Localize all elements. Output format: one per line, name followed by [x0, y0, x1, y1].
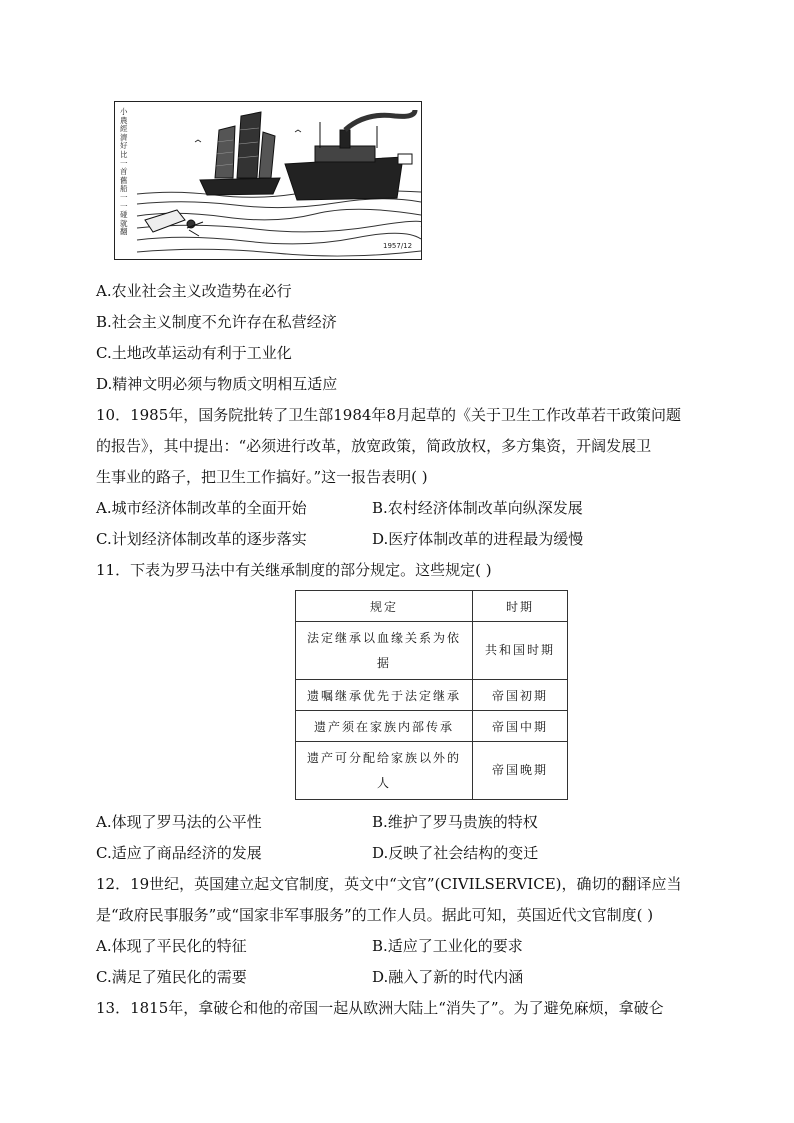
q12-option-b: B.适应了工业化的要求 — [372, 937, 523, 955]
q10-stem-line2: 的报告》，其中提出：“必须进行改革，放宽政策，简政放权，多方集资，开阔发展卫 — [96, 437, 652, 455]
q12-option-d: D.融入了新的时代内涵 — [372, 968, 524, 986]
cartoon-date: 1957/12 — [383, 242, 413, 250]
q12-option-a: A.体现了平民化的特征 — [96, 937, 247, 955]
rule-text-line1: 遗产可分配给家族以外的 — [306, 750, 461, 765]
rule-text-line2: 据 — [376, 655, 391, 670]
table-row — [296, 742, 568, 800]
table-header-rule: 规定 — [296, 591, 473, 622]
q11-option-b: B.维护了罗马贵族的特权 — [372, 813, 538, 831]
table-cell-period: 共和国时期 — [473, 622, 568, 680]
q10-option-c: C.计划经济体制改革的逐步落实 — [96, 530, 307, 548]
steamship — [285, 110, 415, 200]
table-cell-period: 帝国初期 — [473, 680, 568, 711]
table-cell-period: 帝国中期 — [473, 711, 568, 742]
ships-drawing — [115, 102, 422, 260]
table-row — [296, 622, 568, 680]
rule-text-line1: 法定继承以血缘关系为依 — [306, 630, 461, 645]
table-cell-rule — [296, 622, 473, 680]
q10-option-d: D.医疗体制改革的进程最为缓慢 — [372, 530, 584, 548]
q12-stem-line1: 12．19世纪，英国建立起文官制度，英文中“文官”(CIVILSERVICE)，确切的翻译应当 — [96, 875, 682, 893]
q11-stem: 11．下表为罗马法中有关继承制度的部分规定。这些规定( ) — [96, 561, 492, 579]
table-cell-rule — [296, 742, 473, 800]
q11-option-a: A.体现了罗马法的公平性 — [96, 813, 262, 831]
q10-stem-line3: 生事业的路子，把卫生工作搞好。”这一报告表明( ) — [96, 468, 428, 486]
q11-option-c: C.适应了商品经济的发展 — [96, 844, 262, 862]
q11-option-d: D.反映了社会结构的变迁 — [372, 844, 539, 862]
q10-stem-line1: 10．1985年，国务院批转了卫生部1984年8月起草的《关于卫生工作改革若干政策问题 — [96, 406, 681, 424]
table-cell-period: 帝国晚期 — [473, 742, 568, 800]
table-row — [296, 711, 568, 742]
q9-option-d: D.精神文明必须与物质文明相互适应 — [96, 375, 338, 393]
q10-option-a: A.城市经济体制改革的全面开始 — [96, 499, 307, 517]
cartoon-illustration — [114, 101, 422, 260]
q10-option-b: B.农村经济体制改革向纵深发展 — [372, 499, 583, 517]
table-header-row — [296, 591, 568, 622]
junk-ship — [200, 112, 280, 195]
inheritance-rules-table — [295, 590, 568, 800]
table-cell-rule: 遗嘱继承优先于法定继承 — [296, 680, 473, 711]
cartoon-caption: 小農經濟好比一首舊船一一碰就翻 — [120, 107, 128, 237]
q12-option-c: C.满足了殖民化的需要 — [96, 968, 247, 986]
table-header-period: 时期 — [473, 591, 568, 622]
table-cell-rule: 遗产须在家族内部传承 — [296, 711, 473, 742]
table-row — [296, 680, 568, 711]
q9-option-a: A.农业社会主义改造势在必行 — [96, 282, 292, 300]
q13-stem-line1: 13．1815年，拿破仑和他的帝国一起从欧洲大陆上“消失了”。为了避免麻烦，拿破仑 — [96, 999, 664, 1017]
q12-stem-line2: 是“政府民事服务”或“国家非军事服务”的工作人员。据此可知，英国近代文官制度( ) — [96, 906, 654, 924]
q9-option-c: C.土地改革运动有利于工业化 — [96, 344, 292, 362]
q9-option-b: B.社会主义制度不允许存在私营经济 — [96, 313, 337, 331]
rule-text-line2: 人 — [376, 775, 391, 790]
